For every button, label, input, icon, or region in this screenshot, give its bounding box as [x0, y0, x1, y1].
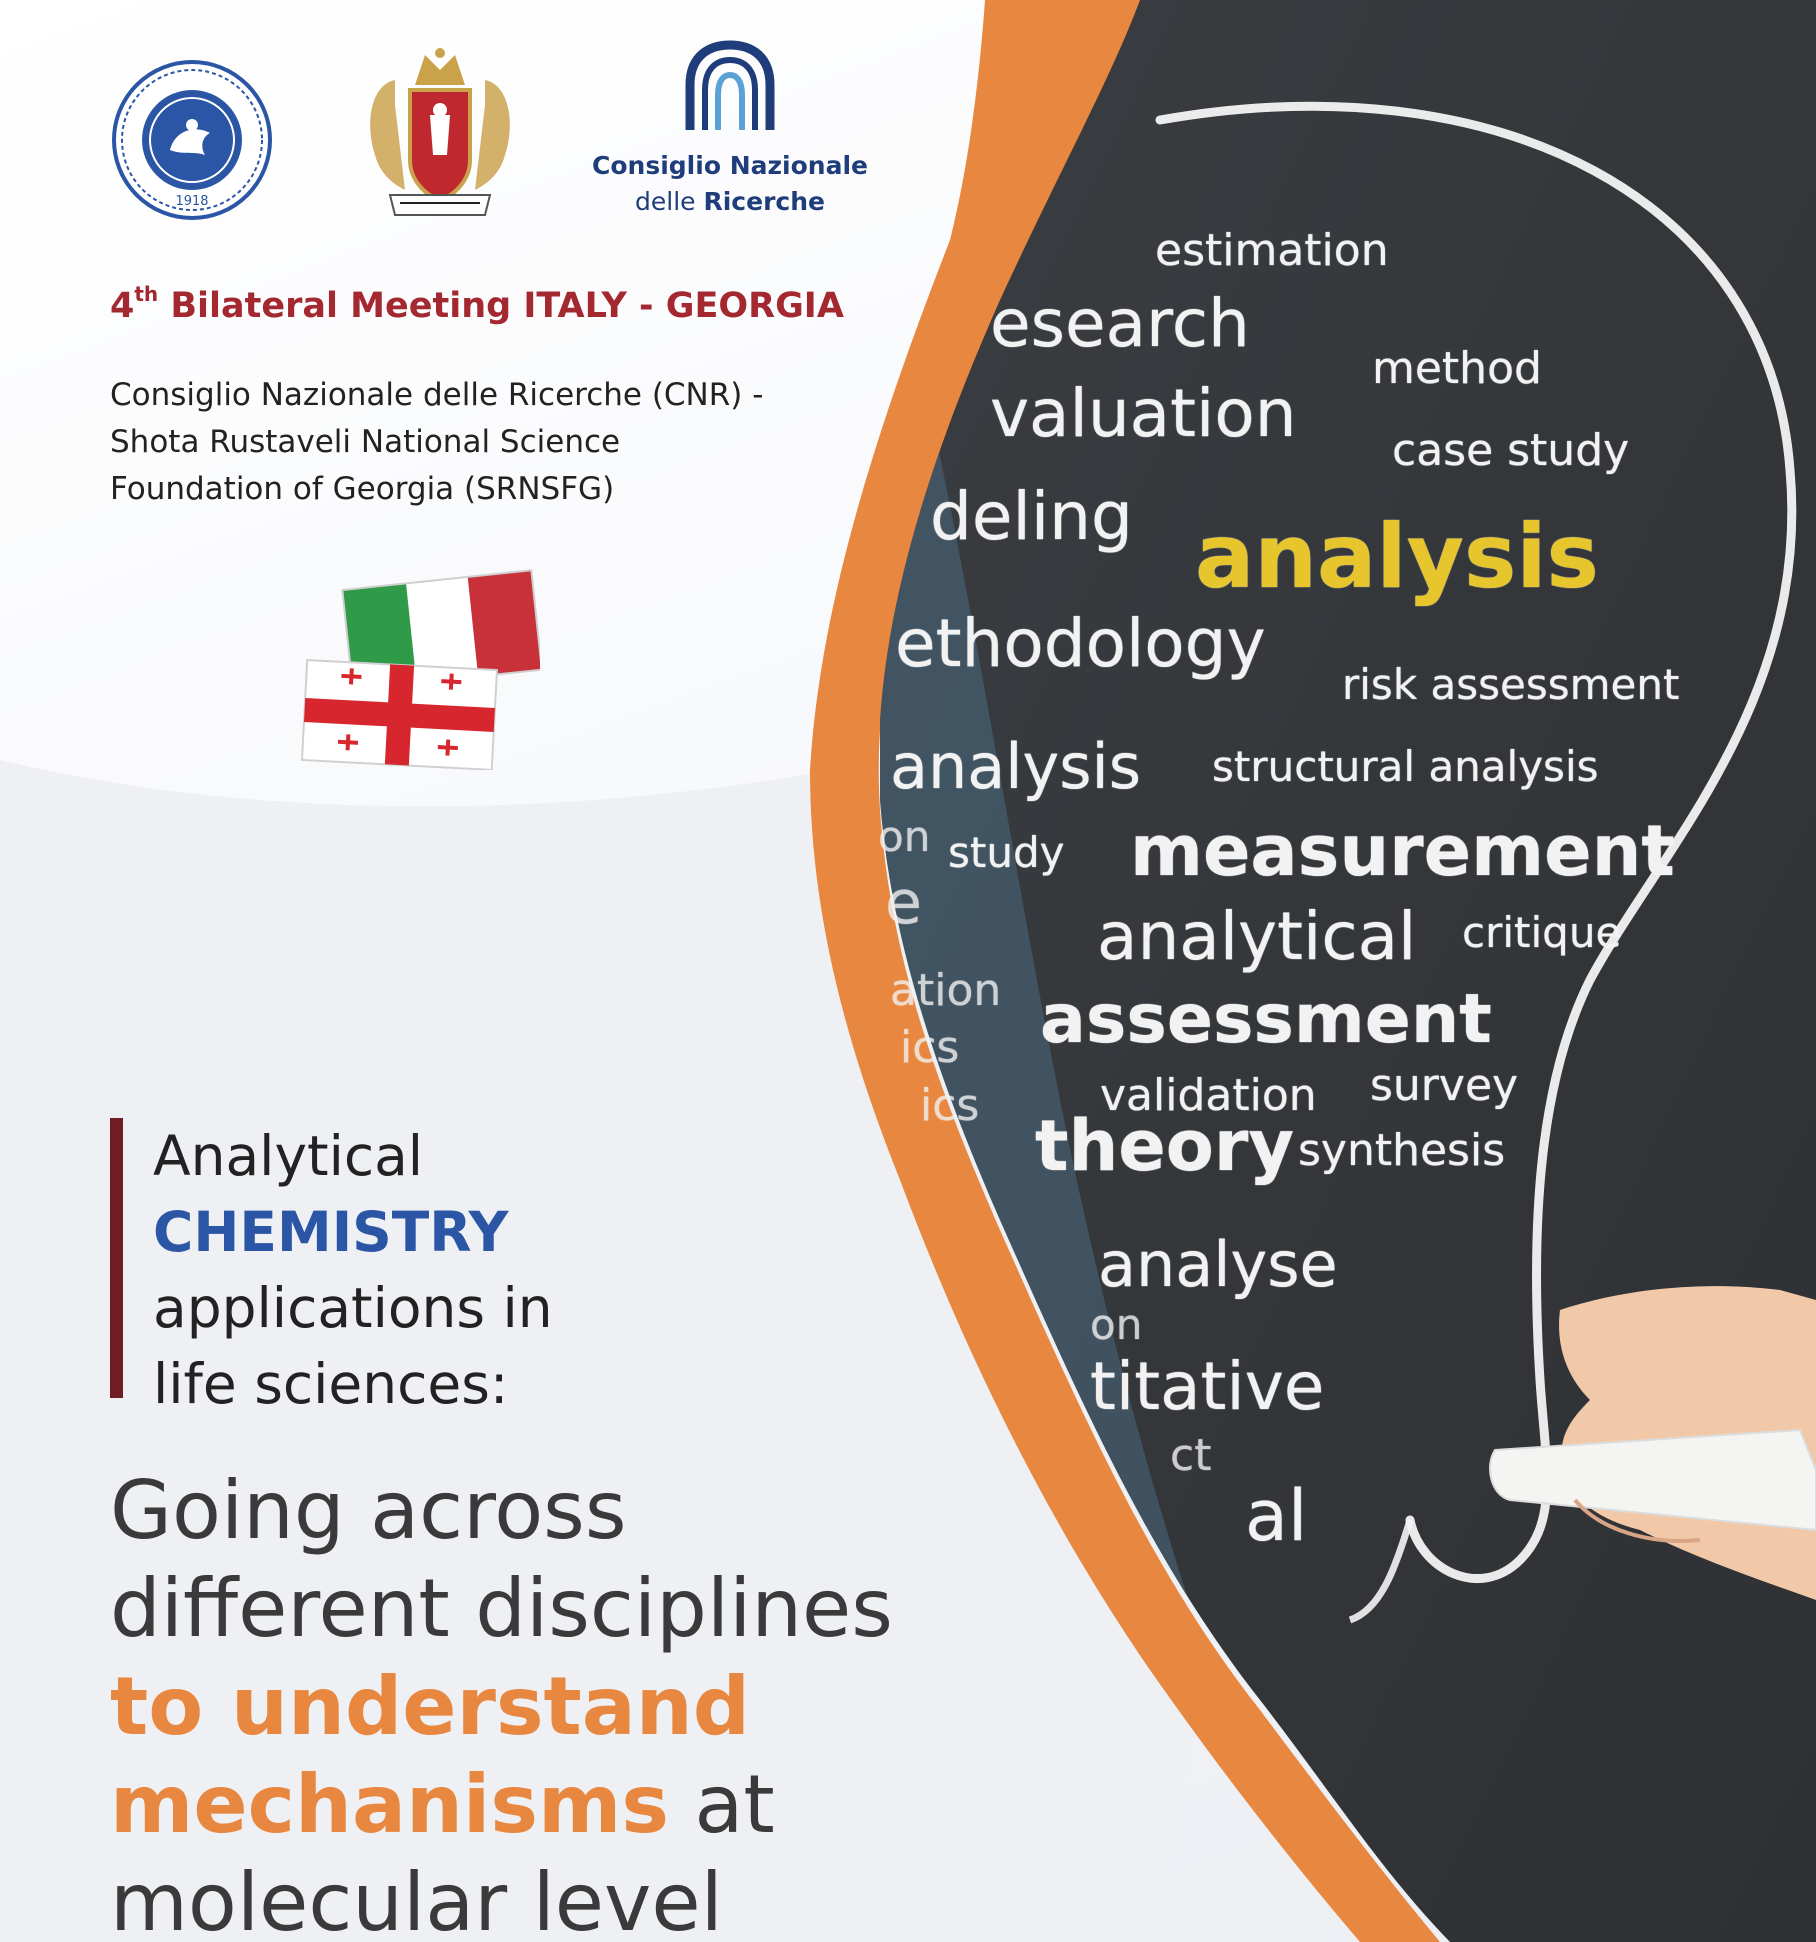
meeting-ordinal-suffix: th	[134, 282, 159, 306]
word: on	[878, 812, 931, 861]
headline-line4	[110, 1756, 893, 1854]
headline-line1: Going across	[110, 1464, 627, 1557]
word: analytical	[1097, 898, 1417, 975]
cnr-logo	[560, 40, 900, 230]
organiser-line: Consiglio Nazionale delle Ricerche (CNR) -	[110, 377, 764, 413]
cnr-emblem-icon	[560, 40, 900, 140]
organisers	[110, 372, 830, 513]
word: deling	[930, 478, 1133, 555]
coat-of-arms-icon	[335, 45, 545, 230]
word-analysis-highlight: analysis	[1195, 505, 1599, 608]
headline-line2: different disciplines	[110, 1562, 893, 1655]
subtitle	[110, 1118, 553, 1416]
word: ation	[890, 965, 1002, 1016]
word: estimation	[1155, 225, 1389, 276]
word: ct	[1170, 1430, 1212, 1481]
word: on	[1090, 1300, 1143, 1349]
word: synthesis	[1298, 1125, 1506, 1176]
cnr-line2-b: Ricerche	[703, 187, 825, 216]
headline-line5: molecular level	[110, 1856, 723, 1942]
word: valuation	[990, 375, 1297, 452]
cnr-line1: Consiglio Nazionale	[592, 151, 868, 180]
university-seal-icon	[110, 55, 275, 225]
headline-line3: to understand	[110, 1660, 750, 1753]
word: validation	[1100, 1070, 1317, 1121]
italy-georgia-flags-icon	[300, 555, 540, 770]
headline	[110, 1462, 893, 1942]
word: titative	[1090, 1348, 1325, 1425]
subtitle-line4: life sciences:	[153, 1352, 509, 1416]
word: critique	[1462, 908, 1622, 957]
word: ics	[920, 1080, 980, 1131]
word: survey	[1370, 1060, 1519, 1111]
organiser-line: Foundation of Georgia (SRNSFG)	[110, 471, 615, 507]
word: structural analysis	[1212, 742, 1599, 791]
word: analysis	[890, 730, 1142, 803]
meeting-title	[110, 282, 844, 326]
cnr-line2-a: delle	[635, 187, 696, 216]
subtitle-line1: Analytical	[153, 1124, 424, 1188]
word: method	[1372, 343, 1542, 394]
word: theory	[1035, 1105, 1295, 1187]
word: study	[948, 828, 1065, 877]
headline-line4-rest: at	[668, 1758, 775, 1851]
meeting-ordinal: 4	[110, 286, 135, 326]
word: analyse	[1098, 1228, 1338, 1301]
university-year: 1918	[175, 194, 209, 209]
word: measurement	[1130, 810, 1675, 892]
subtitle-line3: applications in	[153, 1276, 553, 1340]
word: ethodology	[895, 605, 1266, 682]
word: assessment	[1040, 980, 1492, 1059]
word: esearch	[990, 285, 1250, 362]
meeting-name: Bilateral Meeting ITALY - GEORGIA	[170, 286, 844, 326]
subtitle-chemistry: CHEMISTRY	[153, 1200, 509, 1264]
word: risk assessment	[1342, 660, 1680, 709]
organiser-line: Shota Rustaveli National Science	[110, 424, 621, 460]
word: al	[1245, 1475, 1308, 1557]
headline-highlight: mechanisms	[110, 1758, 669, 1851]
word: case study	[1392, 425, 1630, 476]
word: ics	[900, 1022, 960, 1073]
word: e	[885, 868, 922, 938]
cnr-name	[560, 148, 900, 220]
